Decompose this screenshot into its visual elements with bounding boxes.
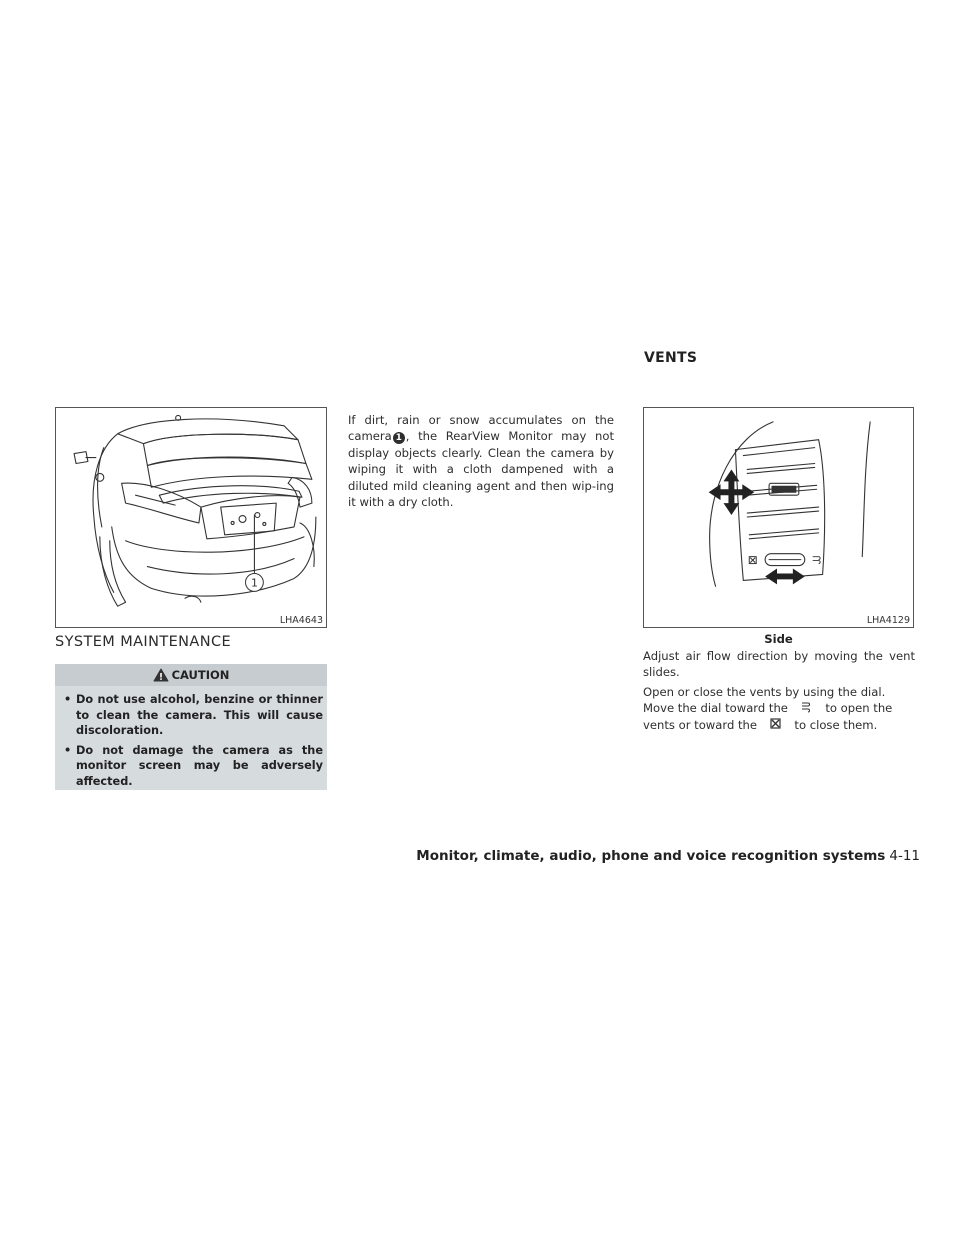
airflow-closed-icon — [761, 718, 791, 730]
caution-item: • Do not use alcohol, benzine or thinner to clean the camera. This will cause discoloration. — [64, 693, 323, 737]
caution-box — [55, 664, 327, 790]
two-way-arrow — [765, 569, 805, 585]
caution-list — [55, 686, 327, 789]
warning-triangle-icon — [153, 668, 169, 682]
open-vent-icon — [813, 557, 820, 564]
adjust-airflow-paragraph: Adjust air flow direction by moving the vent slides. — [643, 649, 915, 680]
callout-number: 1 — [250, 576, 258, 590]
page-footer — [416, 848, 920, 864]
vent-figure-caption: Side — [764, 632, 793, 646]
caution-header — [55, 664, 327, 686]
vent-drawing — [644, 408, 913, 627]
four-way-arrow — [709, 469, 755, 515]
car-rear-camera-illustration — [55, 407, 327, 628]
footer-section-title: Monitor, climate, audio, phone and voice recognition systems — [416, 848, 886, 864]
open-close-vents-paragraph: Open or close the vents by using the dial. Move the dial toward the to open the vents or toward the to close them. — [643, 685, 893, 732]
system-maintenance-title: SYSTEM MAINTENANCE — [55, 634, 232, 650]
side-vent-illustration — [643, 407, 914, 628]
vents-heading: VENTS — [644, 350, 698, 366]
page-number: 4-11 — [889, 848, 920, 864]
figure-code: LHA4129 — [866, 615, 910, 626]
figure-code: LHA4643 — [279, 615, 323, 626]
callout-one-icon: 1 — [393, 432, 405, 444]
airflow-open-icon — [792, 701, 822, 713]
car-rear-drawing — [56, 408, 326, 627]
caution-item: • Do not damage the camera as the monitor screen may be adversely affected. — [64, 743, 323, 788]
caution-label: CAUTION — [171, 668, 230, 682]
camera-cleaning-paragraph: If dirt, rain or snow accumulates on the camera 1 , the RearView Monitor may not display objects clearly. Clean the camera by wiping it with a cloth dampened with a diluted mild cleaning agent and then wip-ing it with a dry cloth. — [348, 413, 614, 510]
